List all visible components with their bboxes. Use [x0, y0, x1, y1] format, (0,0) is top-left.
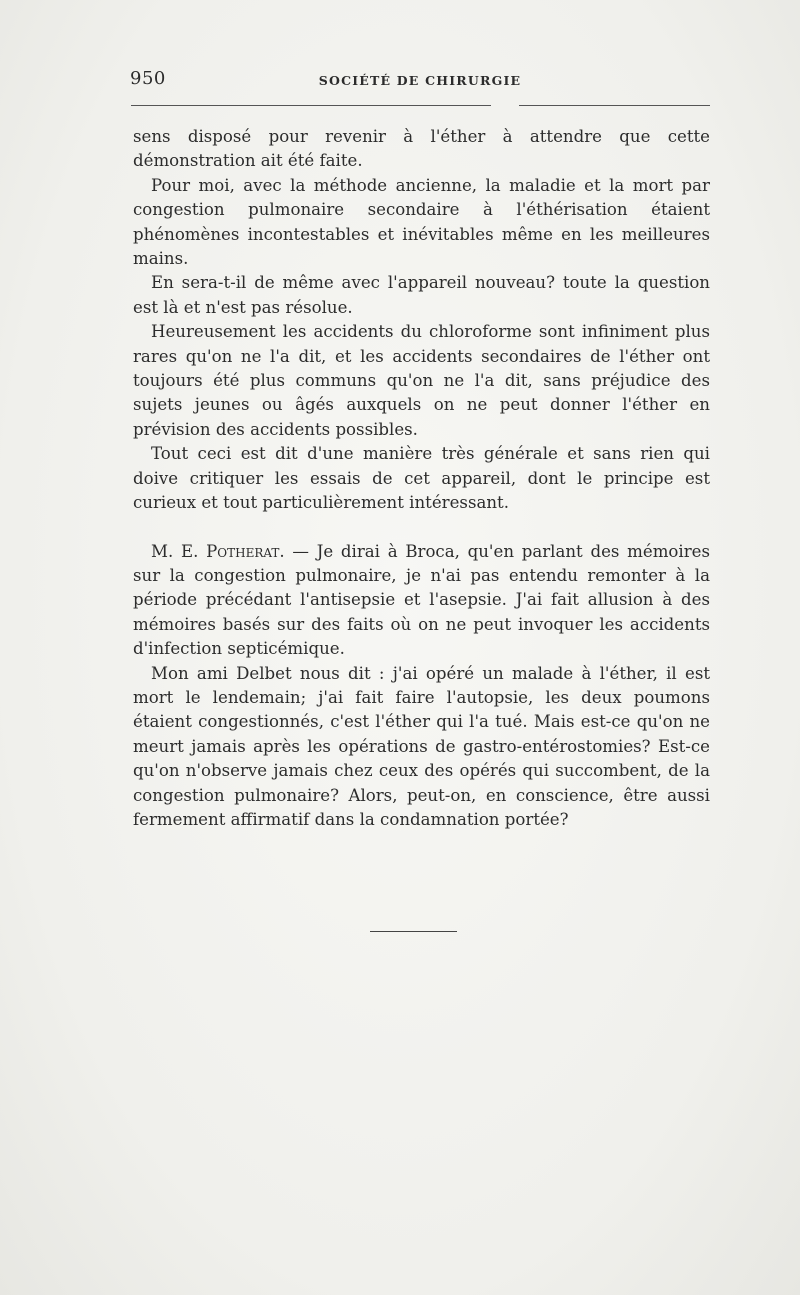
speaker-text: . — Je dirai à Broca, qu'en parlant des mémoires sur la congestion pulmonaire, je n'ai pas entendu remonter à la période précédant l'antisepsie et l'asepsie. J'ai fait allusion à des mémoires basés sur des faits où on ne peut invoquer les accidents d'infection septicémique. [133, 541, 710, 659]
page-header [130, 68, 710, 98]
running-head: SOCIÉTÉ DE CHIRURGIE [318, 73, 522, 88]
paragraph: sens disposé pour revenir à l'éther à attendre que cette démonstration ait été faite. [133, 127, 710, 171]
header-rule [519, 105, 710, 106]
paragraph: Mon ami Delbet nous dit : j'ai opéré un malade à l'éther, il est mort le lendemain; j'ai fait faire l'autopsie, les deux poumons étaient congestionnés, c'est l'éther qui l'a tué. Mais est-ce qu'on ne meurt jamais après les opérations de gastro-entérostomies? Est-ce qu'on n'observe jamais chez ceux des opérés qui succombent, de la congestion pulmonaire? Alors, peut-on, en conscience, être aussi fermement affirmatif dans la condamnation portée? [133, 663, 710, 829]
header-rule [131, 105, 491, 106]
body-text [133, 125, 710, 832]
paragraph: Heureusement les accidents du chloroforme sont infiniment plus rares qu'on ne l'a dit, et les accidents secondaires de l'éther ont toujours été plus communs qu'on ne l'a dit, sans préjudice des sujets jeunes ou âgés auxquels on ne peut donner l'éther en prévision des accidents possibles. [133, 322, 710, 439]
paragraph: Pour moi, avec la méthode ancienne, la maladie et la mort par congestion pulmonaire secondaire à l'éthérisation étaient phénomènes incontestables et inévitables même en les meilleures mains. [133, 175, 710, 269]
speaker-paragraph [133, 540, 710, 662]
speaker-prefix: M. E. [151, 541, 207, 561]
page-number: 950 [130, 68, 166, 89]
paragraph: En sera-t-il de même avec l'appareil nouveau? toute la question est là et n'est pas résolue. [133, 273, 710, 317]
end-rule [370, 931, 457, 932]
paragraph: Tout ceci est dit d'une manière très générale et sans rien qui doive critiquer les essais de cet appareil, dont le principe est curieux et tout particulièrement intéressant. [133, 444, 710, 513]
speaker-name: Potherat [206, 541, 280, 561]
